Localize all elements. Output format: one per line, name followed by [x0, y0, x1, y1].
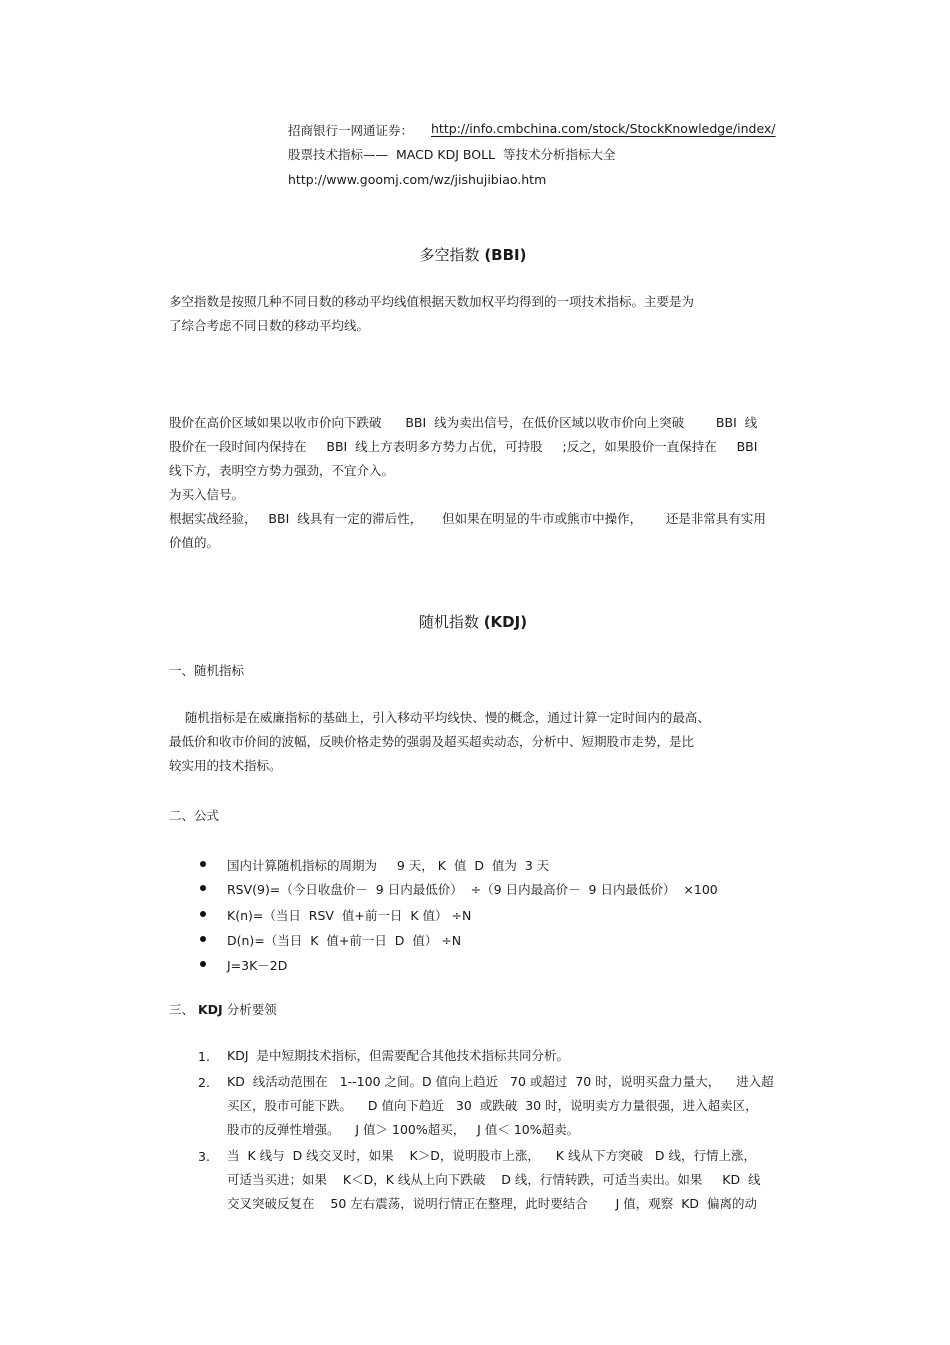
bbi-title-code: (BBI): [484, 246, 527, 264]
bullet-icon: [200, 885, 206, 891]
bbi-paragraph-4: [169, 507, 781, 555]
point-line: 当 K 线与 D 线交叉时，如果 K＞D，说明股市上涨， K 线从下方突破 D 线，行情上涨，: [227, 1148, 756, 1163]
bullet-icon: [200, 961, 206, 967]
formula-text: RSV(9)=（今日收盘价－ 9 日内最低价） ÷（9 日内最高价－ 9 日内最低价） ×100: [227, 882, 718, 897]
point-line: KDJ 是中短期技术指标，但需要配合其他技术指标共同分析。: [227, 1048, 569, 1063]
paragraph-line: 线下方，表明空方势力强劲，不宜介入。: [169, 463, 395, 478]
paragraph-line: 了综合考虑不同日数的移动平均线。: [169, 318, 370, 333]
source-label-cmb: 招商银行一网通证券：: [288, 123, 414, 138]
formula-text: D(n)=（当日 K 值+前一日 D 值） ÷N: [227, 933, 462, 948]
formula-text: K(n)=（当日 RSV 值+前一日 K 值） ÷N: [227, 908, 472, 923]
bullet-icon: [200, 911, 206, 917]
point-line: 买区，股市可能下跌。 D 值向下趋近 30 或跌破 30 时，说明卖方力量很强，进入超卖区，: [227, 1098, 758, 1113]
bullet-icon: [200, 936, 206, 942]
point-line: KD 线活动范围在 1--100 之间。D 值向上趋近 70 或超过 70 时，说明买盘力量大， 进入超: [227, 1074, 774, 1089]
source-link-cmb[interactable]: http://info.cmbchina.com/stock/StockKnowledge/index/: [431, 121, 776, 136]
section-code: KDJ: [198, 1002, 223, 1017]
formula-text: 国内计算随机指标的周期为 9 天， K 值 D 值为 3 天: [227, 858, 550, 873]
paragraph-line: 为买入信号。: [169, 487, 245, 502]
point-line: 可适当买进；如果 K＜D，K 线从上向下跌破 D 线，行情转跌，可适当卖出。如果 KD 线: [227, 1172, 761, 1187]
bbi-title-cn: 多空指数: [419, 246, 480, 264]
point-line: 交叉突破反复在 50 左右震荡，说明行情正在整理，此时要结合 J 值，观察 KD 偏离的动: [227, 1196, 757, 1211]
paragraph-line: 多空指数是按照几种不同日数的移动平均线值根据天数加权平均得到的一项技术指标。主要是为: [169, 294, 695, 309]
point-number: 3.: [198, 1149, 210, 1164]
bullet-icon: [200, 861, 206, 867]
point-number: 1.: [198, 1049, 210, 1064]
source-link-goomj[interactable]: http://www.goomj.com/wz/jishujibiao.htm: [288, 172, 547, 187]
section-number: 三、: [169, 1002, 195, 1017]
bbi-paragraph-1: [169, 290, 781, 338]
bbi-paragraph-3: [169, 435, 781, 483]
formula-text: J=3K－2D: [227, 958, 288, 973]
point-number: 2.: [198, 1075, 210, 1090]
section-suffix: 分析要领: [222, 1002, 277, 1017]
paragraph-line: 根据实战经验， BBI 线具有一定的滞后性， 但如果在明显的牛市或熊市中操作， 还是非常具有实用: [169, 511, 766, 526]
kdj-title-code: (KDJ): [483, 613, 528, 631]
kdj-title-cn: 随机指数: [418, 613, 479, 631]
kdj-section-1-text: [169, 706, 781, 778]
paragraph-line: 最低价和收市价间的波幅，反映价格走势的强弱及超买超卖动态，分析中、短期股市走势，是比: [169, 734, 695, 749]
paragraph-line: 股价在高价区域如果以收市价向下跌破 BBI 线为卖出信号，在低价区域以收市价向上突破 BBI 线: [169, 415, 758, 430]
paragraph-line: 较实用的技术指标。: [169, 758, 282, 773]
paragraph-line: 价值的。: [169, 535, 220, 550]
kdj-title: [0, 611, 946, 632]
paragraph-line: 股价在一段时间内保持在 BBI 线上方表明多方势力占优，可持股 ;反之，如果股价一直保持在 BBI: [169, 439, 758, 454]
kdj-section-3-heading: [169, 1000, 277, 1018]
bbi-title: [0, 244, 946, 265]
paragraph-line: 随机指标是在威廉指标的基础上，引入移动平均线快、慢的概念，通过计算一定时间内的最高、: [169, 710, 710, 725]
kdj-section-2-heading: 二、公式: [169, 808, 220, 823]
kdj-section-1-heading: 一、随机指标: [169, 663, 245, 678]
source-label-goomj: 股票技术指标—— MACD KDJ BOLL 等技术分析指标大全: [288, 147, 616, 162]
point-line: 股市的反弹性增强。 J 值＞ 100%超买， J 值＜ 10%超卖。: [227, 1122, 580, 1137]
